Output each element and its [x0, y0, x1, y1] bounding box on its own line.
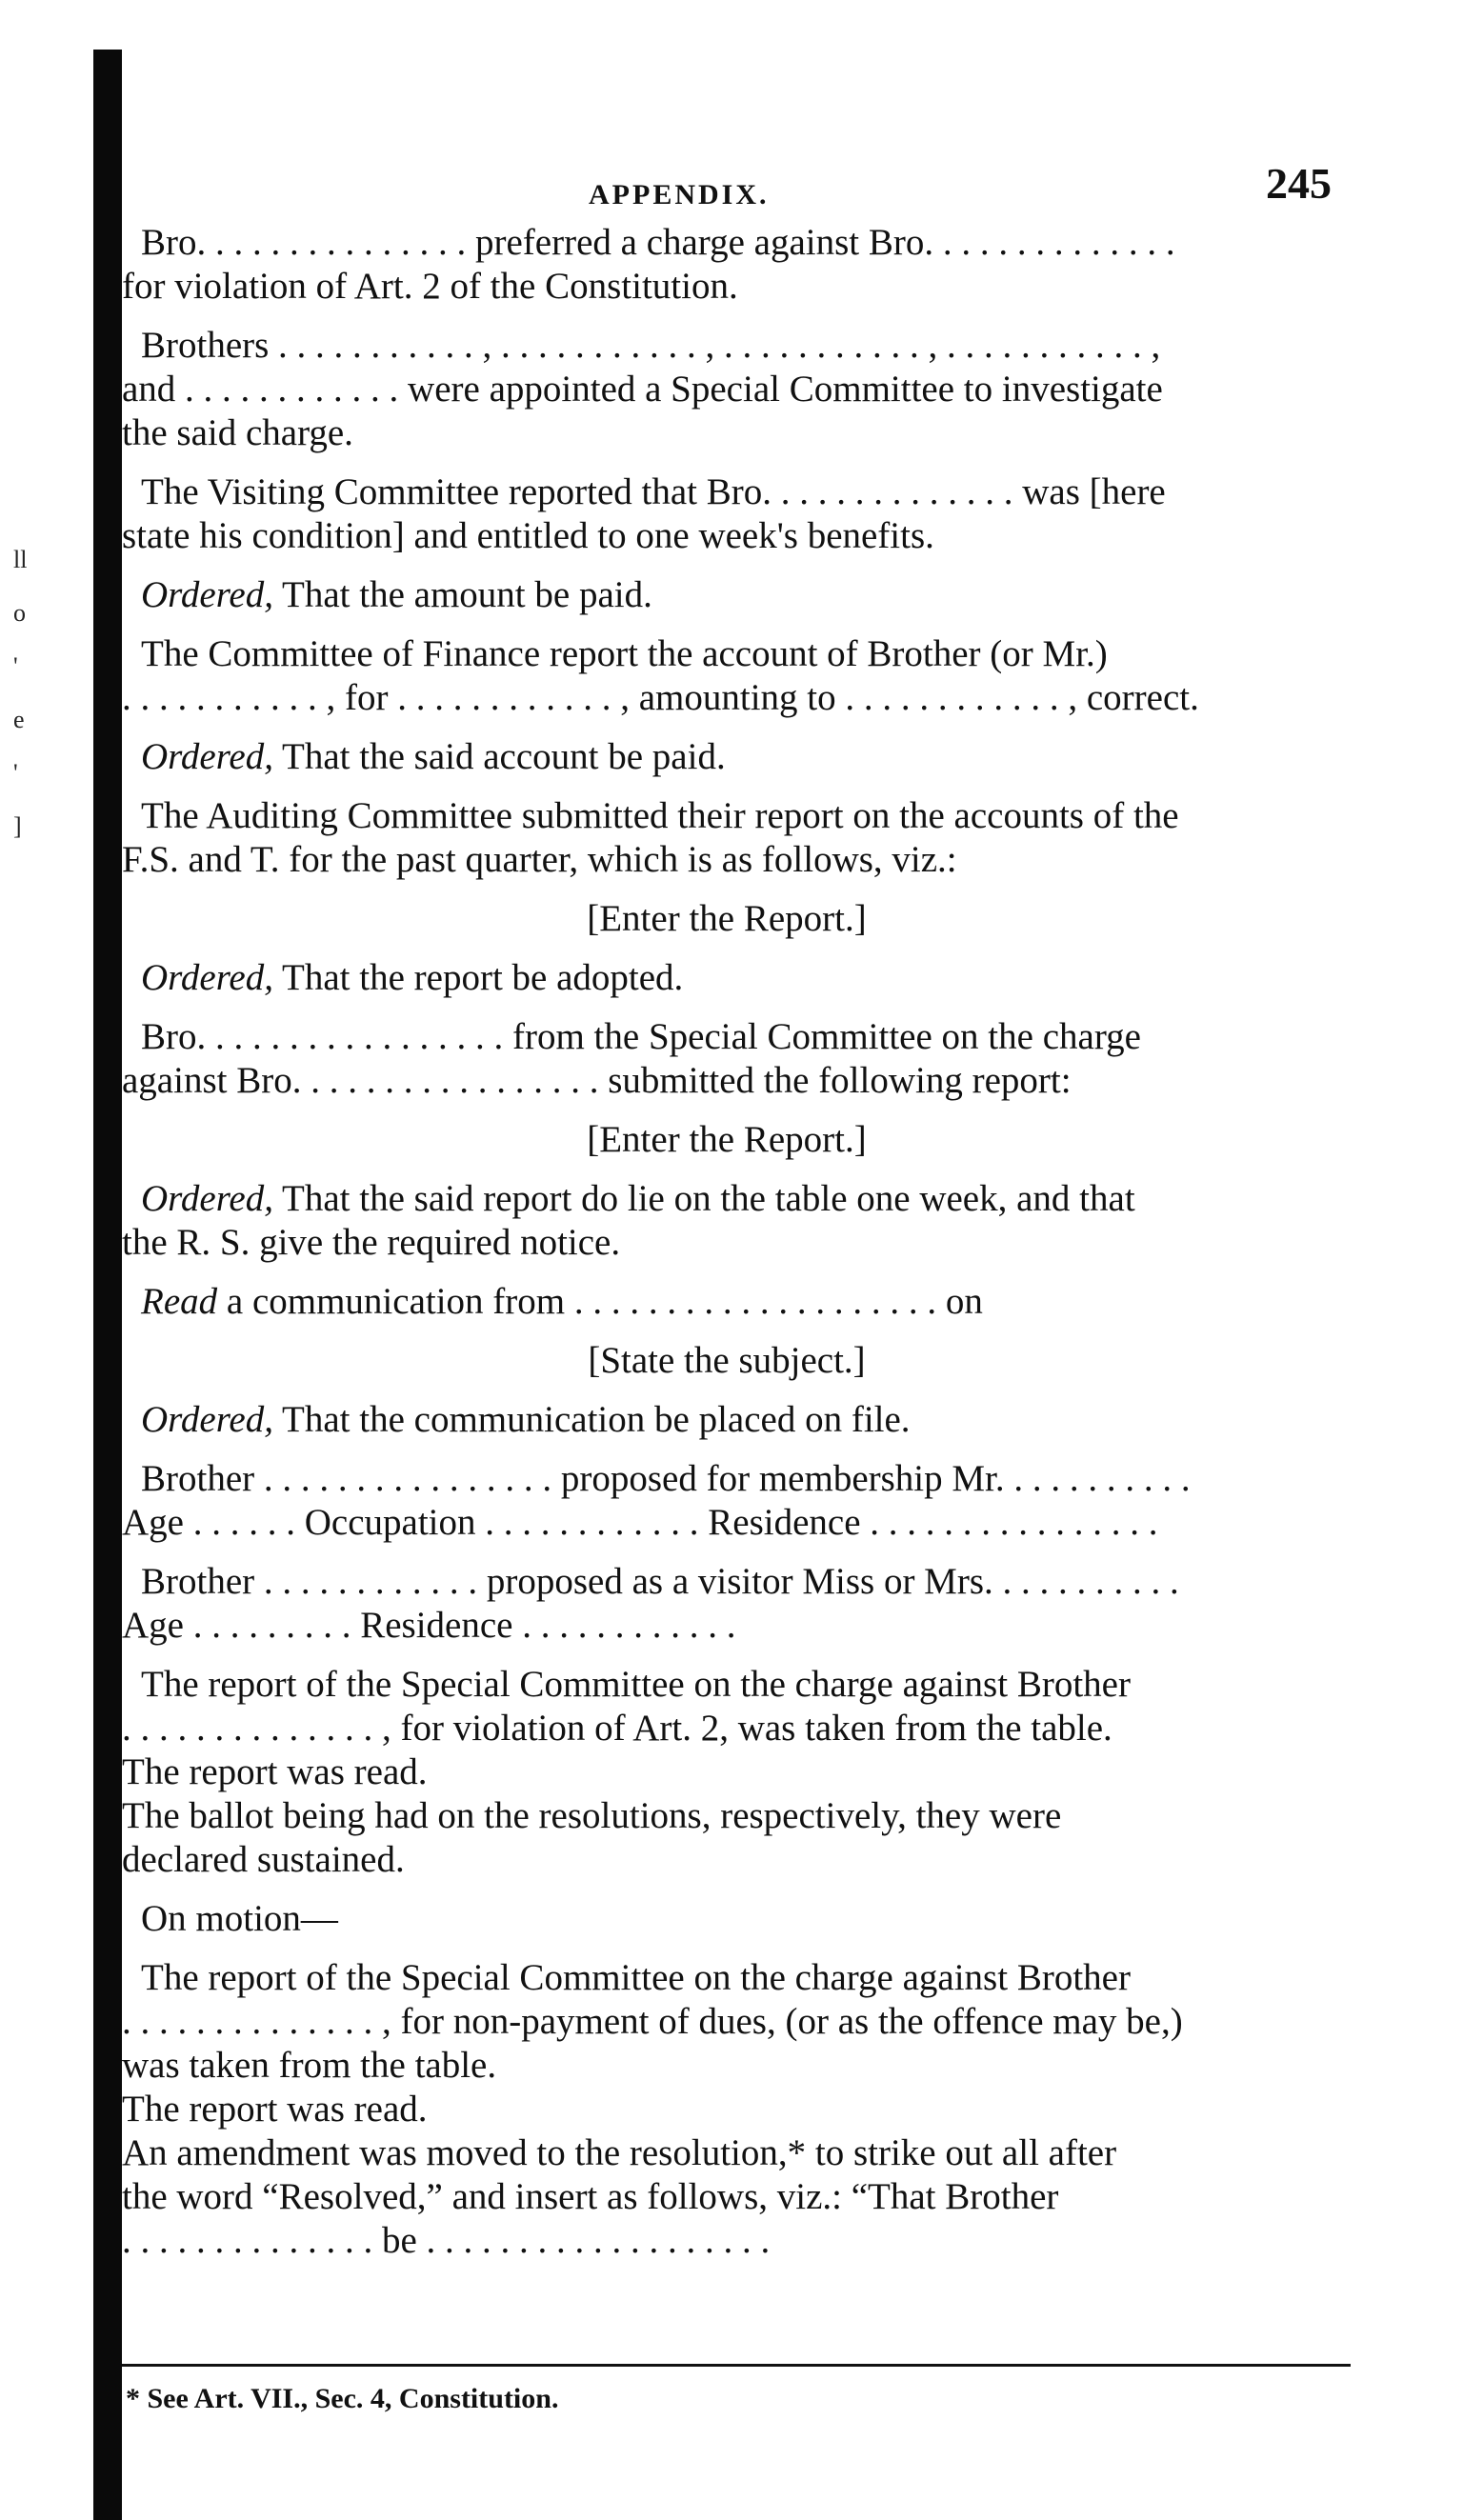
minute-entry	[122, 1663, 1332, 1882]
entry-line: the word “Resolved,” and insert as follows, viz.: “That Brother	[122, 2176, 1059, 2217]
entry-line: for violation of Art. 2 of the Constitution.	[122, 266, 738, 307]
entry-line	[122, 573, 1332, 617]
entry-text: That the said account be paid.	[273, 736, 726, 777]
entry-text: That the report be adopted.	[273, 957, 684, 998]
entry-line	[122, 956, 1332, 1000]
entry-line	[122, 735, 1332, 779]
minute-entry	[122, 632, 1332, 720]
entry-line: An amendment was moved to the resolution,* to strike out all after	[122, 2132, 1117, 2173]
entry-line: . . . . . . . . . . . . . . be . . . . . . . . . . . . . . . . . . .	[122, 2220, 771, 2261]
page-number: 245	[1266, 159, 1332, 208]
entry-line: the said charge.	[122, 412, 353, 453]
entry-line: The report of the Special Committee on the charge against Brother	[141, 1957, 1131, 1998]
entry-text: That the amount be paid.	[273, 574, 652, 615]
minute-entry	[122, 735, 1332, 779]
entry-line: Brother . . . . . . . . . . . . . . . . proposed for membership Mr. . . . . . . . . . .	[141, 1458, 1191, 1499]
minute-entry	[122, 1015, 1332, 1103]
minute-entry	[122, 1280, 1332, 1324]
bracket-instruction: [Enter the Report.]	[587, 1119, 867, 1160]
footnote: * See Art. VII., Sec. 4, Constitution.	[126, 2383, 559, 2414]
entry-line: . . . . . . . . . . . . . . , for non-payment of dues, (or as the offence may be,)	[122, 2001, 1183, 2042]
order-keyword: Ordered,	[141, 574, 273, 615]
minute-entry	[122, 1897, 1332, 1941]
entry-line: . . . . . . . . . . . . . . , for violation of Art. 2, was taken from the table.	[122, 1708, 1112, 1749]
order-keyword: Read	[141, 1281, 218, 1322]
entry-line	[122, 1280, 1332, 1324]
entry-line	[122, 1177, 1332, 1221]
entry-line: . . . . . . . . . . . , for . . . . . . . . . . . . , amounting to . . . . . . . . . . . . , correct.	[122, 677, 1199, 718]
minute-entry	[122, 573, 1332, 617]
entry-line: against Bro. . . . . . . . . . . . . . . . . submitted the following report:	[122, 1060, 1072, 1101]
page-header	[122, 159, 1351, 221]
entry-line: Age . . . . . . Occupation . . . . . . . . . . . . Residence . . . . . . . . . . . . . . . .	[122, 1502, 1158, 1543]
minute-entry	[122, 1560, 1332, 1648]
entry-line: The report was read.	[122, 1751, 428, 1792]
entry-line: The Visiting Committee reported that Bro. . . . . . . . . . . . . . was [here	[141, 471, 1166, 512]
entry-line: and . . . . . . . . . . . . were appointed a Special Committee to investigate	[122, 369, 1163, 410]
margin-mark: ]	[13, 812, 22, 840]
minute-entry	[122, 1398, 1332, 1442]
minute-entry	[122, 956, 1332, 1000]
entry-line: Age . . . . . . . . . Residence . . . . . . . . . . . .	[122, 1605, 736, 1646]
entry-line: state his condition] and entitled to one week's benefits.	[122, 515, 934, 556]
minute-entry	[122, 1956, 1332, 2263]
minute-entry	[122, 794, 1332, 882]
minutes-entries	[122, 221, 1351, 2263]
minute-entry	[122, 324, 1332, 455]
entry-text: That the said report do lie on the table one week, and that	[273, 1178, 1135, 1219]
entry-line: the R. S. give the required notice.	[122, 1222, 621, 1263]
binding-edge	[93, 50, 122, 2520]
entry-line: Bro. . . . . . . . . . . . . . . . . from the Special Committee on the charge	[141, 1016, 1141, 1057]
margin-marks	[13, 533, 27, 853]
minute-entry	[122, 470, 1332, 558]
book-page	[122, 159, 1351, 2278]
entry-line: The report was read.	[122, 2089, 428, 2130]
order-keyword: Ordered,	[141, 736, 273, 777]
bracket-instruction: [Enter the Report.]	[587, 898, 867, 939]
margin-mark: '	[13, 652, 18, 680]
entry-line: Bro. . . . . . . . . . . . . . . preferred a charge against Bro. . . . . . . . . . . . . .	[141, 222, 1175, 263]
entry-text: a communication from . . . . . . . . . . . . . . . . . . . . on	[217, 1281, 983, 1322]
margin-mark: o	[13, 599, 26, 627]
entry-line: On motion—	[141, 1898, 338, 1939]
entry-line: Brothers . . . . . . . . . . . , . . . . . . . . . . . , . . . . . . . . . . . , . . . . . . . . . . . ,	[141, 325, 1161, 366]
margin-mark: ll	[13, 546, 28, 573]
entry-line	[122, 1398, 1332, 1442]
margin-mark: '	[13, 759, 18, 787]
entry-line: F.S. and T. for the past quarter, which is as follows, viz.:	[122, 839, 957, 880]
running-head: APPENDIX.	[589, 179, 770, 210]
margin-mark: e	[13, 706, 25, 733]
order-keyword: Ordered,	[141, 1178, 273, 1219]
entry-line: was taken from the table.	[122, 2045, 497, 2086]
entry-line: The Committee of Finance report the account of Brother (or Mr.)	[141, 633, 1108, 674]
order-keyword: Ordered,	[141, 957, 273, 998]
entry-line: The ballot being had on the resolutions, respectively, they were	[122, 1795, 1062, 1836]
minute-entry	[122, 1177, 1332, 1265]
entry-line: Brother . . . . . . . . . . . . proposed as a visitor Miss or Mrs. . . . . . . . . . .	[141, 1561, 1179, 1602]
entry-text: That the communication be placed on file.	[273, 1399, 911, 1440]
entry-line: The report of the Special Committee on the charge against Brother	[141, 1664, 1131, 1705]
entry-line: declared sustained.	[122, 1839, 405, 1880]
entry-line: The Auditing Committee submitted their report on the accounts of the	[141, 795, 1179, 836]
bracket-instruction: [State the subject.]	[588, 1340, 866, 1381]
footnote-rule	[122, 2364, 1351, 2367]
minute-entry	[122, 1457, 1332, 1545]
order-keyword: Ordered,	[141, 1399, 273, 1440]
minute-entry	[122, 221, 1332, 309]
